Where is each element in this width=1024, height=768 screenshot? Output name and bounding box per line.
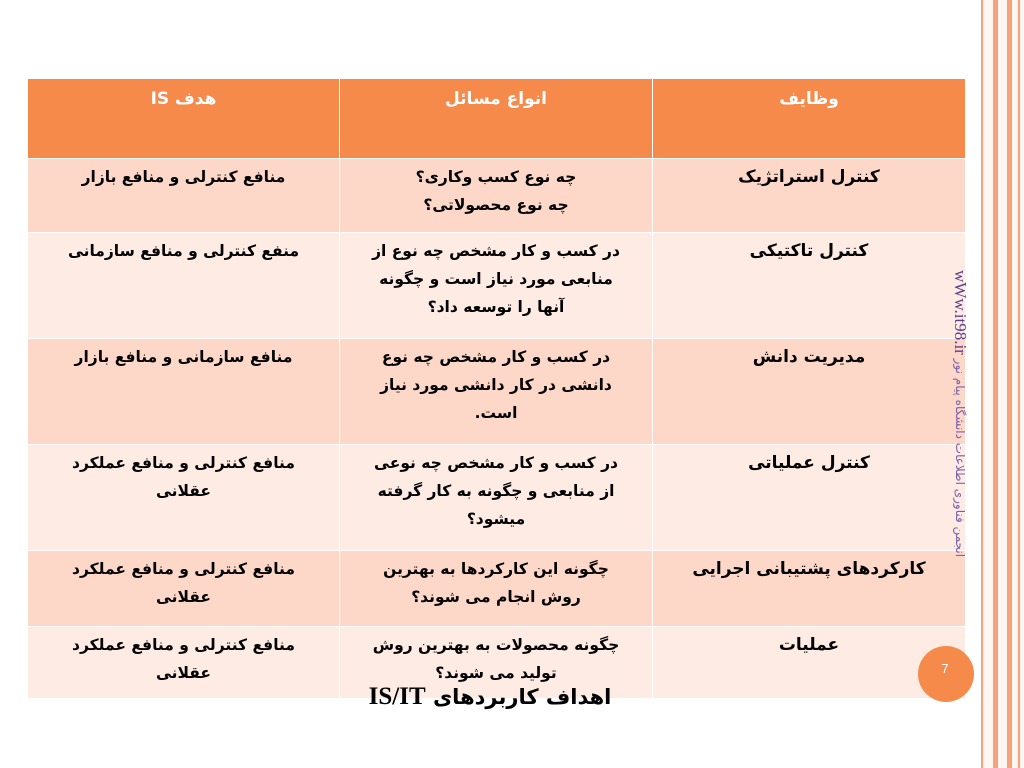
cell-line: میشود؟: [466, 510, 526, 528]
decor-stripe: [981, 0, 983, 768]
cell-line: در کسب و کار مشخص چه نوعی: [374, 454, 618, 472]
cell-problems: [340, 339, 653, 445]
watermark-text: انجمن فناوری اطلاعات دانشگاه پیام نور: [953, 358, 967, 558]
header-is-goal: هدف IS: [28, 79, 340, 159]
cell-goal: [28, 445, 340, 551]
cell-line: از منابعی و چگونه به کار گرفته: [377, 482, 615, 500]
table-row: [28, 233, 966, 339]
cell-line: منفع کنترلی و منافع سازمانی: [67, 242, 300, 260]
cell-problems: [340, 159, 653, 233]
cell-goal: [28, 159, 340, 233]
cell-line: عقلانی: [155, 664, 211, 682]
cell-line: چه نوع محصولاتی؟: [423, 196, 569, 214]
cell-line: منافع کنترلی و منافع عملکرد: [72, 454, 295, 472]
vertical-watermark: [940, 270, 970, 610]
cell-line: روش انجام می شوند؟: [411, 588, 581, 606]
header-functions: وظایف: [653, 79, 966, 159]
cell-line: آنها را توسعه داد؟: [427, 298, 565, 316]
table-row: [28, 339, 966, 445]
cell-line: در کسب و کار مشخص چه نوع: [381, 348, 611, 366]
caption-persian: اهداف کاربردهای: [432, 685, 612, 709]
cell-problems: [340, 233, 653, 339]
table-row: [28, 551, 966, 627]
page-number: 7: [941, 661, 949, 676]
cell-line: عقلانی: [155, 588, 211, 606]
cell-line: منافع کنترلی و منافع عملکرد: [72, 636, 295, 654]
cell-line: چگونه محصولات به بهترین روش: [372, 636, 620, 654]
slide-caption: [0, 683, 980, 711]
decor-stripe: [993, 0, 998, 768]
cell-line: در کسب و کار مشخص چه نوع از: [372, 242, 620, 260]
cell-problems: [340, 551, 653, 627]
cell-function: عملیات: [653, 627, 966, 699]
cell-line: چه نوع کسب وکاری؟: [415, 168, 577, 186]
cell-goal: [28, 233, 340, 339]
cell-function: کارکردهای پشتیبانی اجرایی: [653, 551, 966, 627]
cell-line: است.: [474, 404, 518, 422]
cell-line: چگونه این کارکردها به بهترین: [383, 560, 609, 578]
cell-line: تولید می شوند؟: [435, 664, 557, 682]
cell-line: منافع کنترلی و منافع عملکرد: [72, 560, 295, 578]
caption-latin: IS/IT: [368, 683, 426, 710]
cell-line: منابعی مورد نیاز است و چگونه: [379, 270, 613, 288]
decor-stripe: [1007, 0, 1012, 768]
cell-line: عقلانی: [155, 482, 211, 500]
table-row: [28, 445, 966, 551]
is-goals-table: [27, 78, 966, 699]
cell-goal: [28, 339, 340, 445]
watermark-site: wWw.it98.ir: [951, 270, 970, 355]
header-problem-types: انواع مسائل: [340, 79, 653, 159]
table-row: [28, 159, 966, 233]
cell-line: دانشی در کار دانشی مورد نیاز: [380, 376, 612, 394]
table-header-row: [28, 79, 966, 159]
cell-function: کنترل عملیاتی: [653, 445, 966, 551]
cell-function: کنترل استراتژیک: [653, 159, 966, 233]
cell-problems: [340, 445, 653, 551]
cell-line: منافع سازمانی و منافع بازار: [74, 348, 293, 366]
cell-goal: [28, 551, 340, 627]
cell-function: مدیریت دانش: [653, 339, 966, 445]
cell-line: منافع کنترلی و منافع بازار: [81, 168, 286, 186]
decor-stripe: [1018, 0, 1020, 768]
cell-function: کنترل تاکتیکی: [653, 233, 966, 339]
